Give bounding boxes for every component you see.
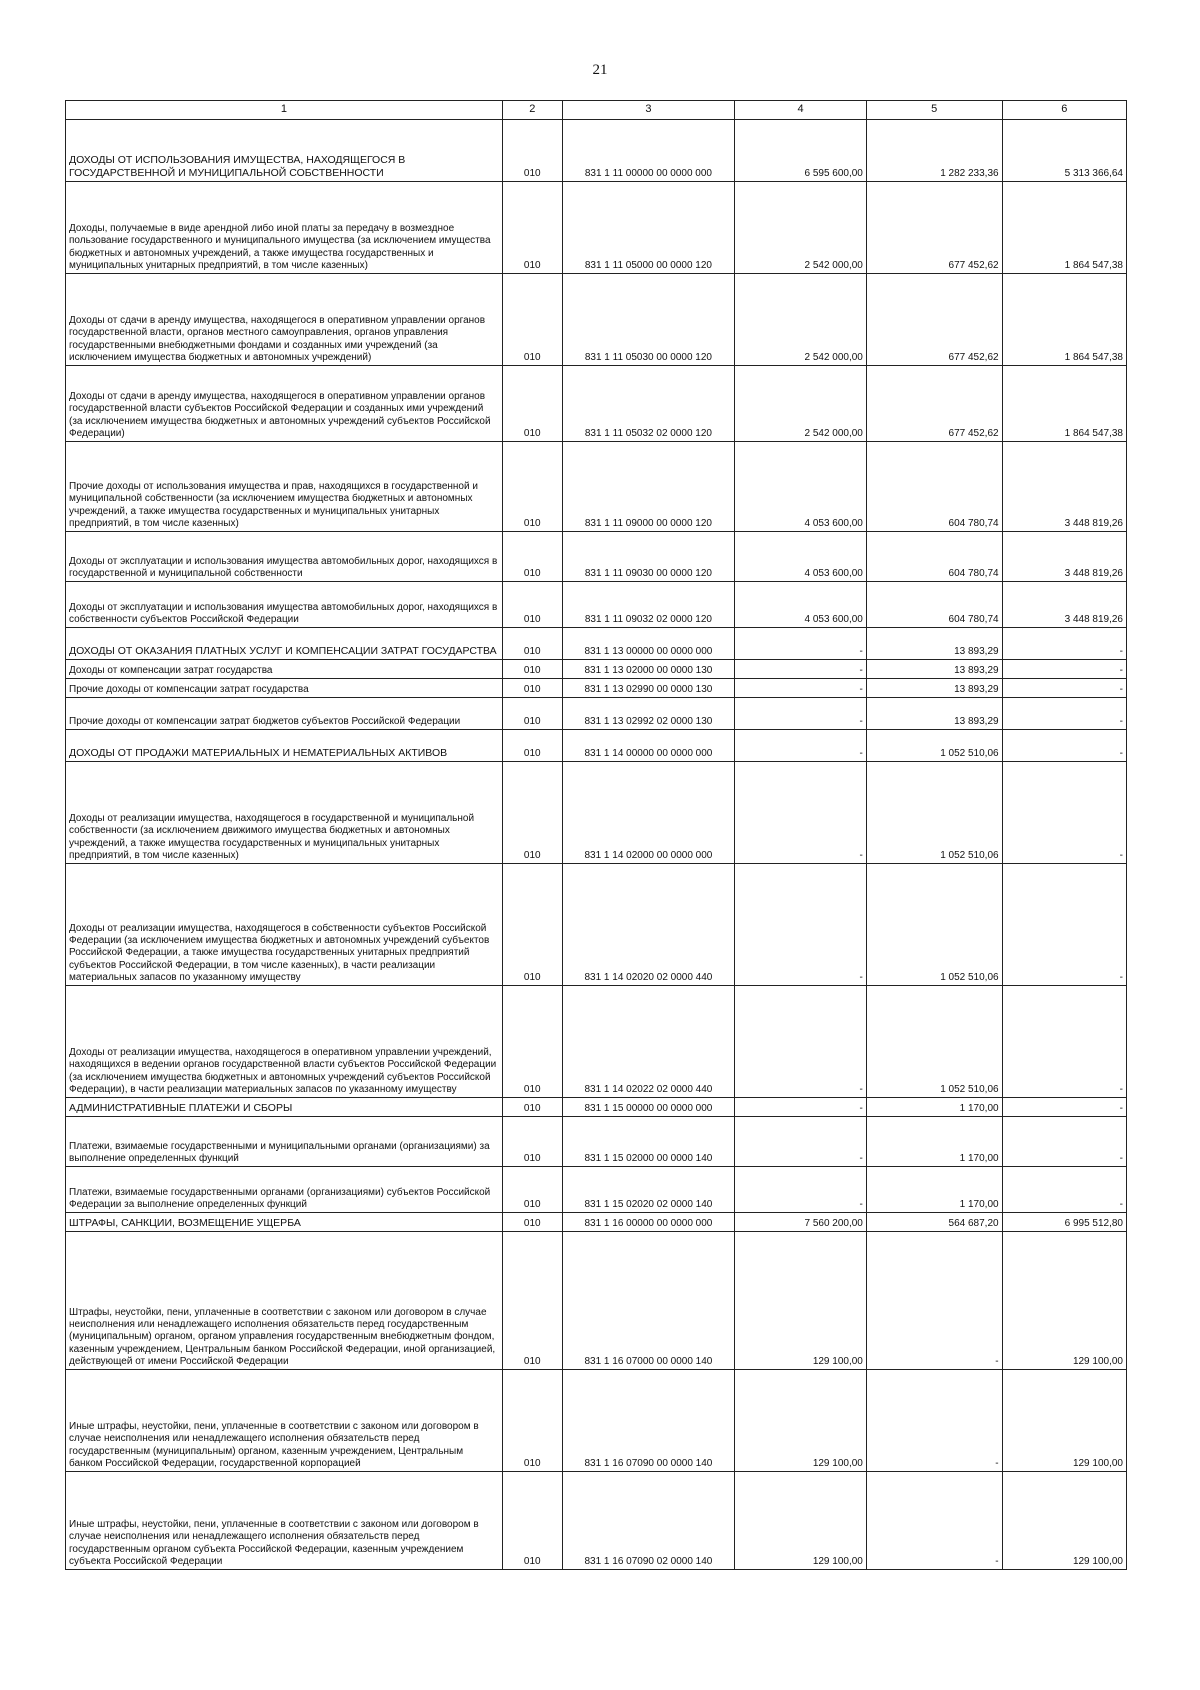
row-planned-amount: 4 053 600,00 [735,532,867,582]
row-line-code: 010 [502,679,562,698]
row-description: Штрафы, неустойки, пени, уплаченные в соответствии с законом или договором в случае неисполнения или ненадлежащего исполнения обязательств перед государственным (муниципальным) органом, органом управления государственным внебюджетным фондом, казенным учреждением, Центральным банком Российской Федерации, иной организацией, действующей от имени Российской Федерации [66,1232,503,1370]
row-budget-code: 831 1 11 09030 00 0000 120 [562,532,735,582]
row-executed-amount: - [866,1472,1002,1570]
row-executed-amount: 1 170,00 [866,1117,1002,1167]
row-budget-code: 831 1 11 09032 02 0000 120 [562,582,735,628]
row-executed-amount: 13 893,29 [866,660,1002,679]
table-row [66,698,1127,730]
row-budget-code: 831 1 15 02020 02 0000 140 [562,1167,735,1213]
row-budget-code: 831 1 15 00000 00 0000 000 [562,1098,735,1117]
row-line-code: 010 [502,366,562,442]
table-row [66,532,1127,582]
row-executed-amount: 1 282 233,36 [866,120,1002,182]
row-budget-code: 831 1 13 02990 00 0000 130 [562,679,735,698]
column-header: 6 [1002,101,1126,120]
row-planned-amount: - [735,1117,867,1167]
row-planned-amount: 4 053 600,00 [735,442,867,532]
row-planned-amount: 2 542 000,00 [735,366,867,442]
row-planned-amount: - [735,1098,867,1117]
row-description: Доходы от сдачи в аренду имущества, находящегося в оперативном управлении органов государственной власти субъектов Российской Федерации и созданных ими учреждений (за исключением имущества бюджетных и автономных учреждений субъектов Российской Федерации) [66,366,503,442]
row-line-code: 010 [502,730,562,762]
row-planned-amount: 4 053 600,00 [735,582,867,628]
row-budget-code: 831 1 11 05032 02 0000 120 [562,366,735,442]
row-description: Доходы от сдачи в аренду имущества, находящегося в оперативном управлении органов государственной власти, органов местного самоуправления, органов управления государственными внебюджетными фондами и созданных ими учреждений (за исключением имущества бюджетных и автономных учреждений) [66,274,503,366]
row-unexecuted-amount: - [1002,730,1126,762]
table-row [66,1098,1127,1117]
row-budget-code: 831 1 14 02000 00 0000 000 [562,762,735,864]
row-unexecuted-amount: - [1002,864,1126,986]
row-description: Иные штрафы, неустойки, пени, уплаченные в соответствии с законом или договором в случае неисполнения или ненадлежащего исполнения обязательств перед государственным (муниципальным) органом, казенным учреждением, Центральным банком Российской Федерации, государственной корпорацией [66,1370,503,1472]
row-budget-code: 831 1 14 00000 00 0000 000 [562,730,735,762]
row-budget-code: 831 1 16 07090 02 0000 140 [562,1472,735,1570]
row-description: ДОХОДЫ ОТ ИСПОЛЬЗОВАНИЯ ИМУЩЕСТВА, НАХОДЯЩЕГОСЯ В ГОСУДАРСТВЕННОЙ И МУНИЦИПАЛЬНОЙ СОБСТВЕННОСТИ [66,120,503,182]
row-description: Доходы от реализации имущества, находящегося в собственности субъектов Российской Федерации (за исключением имущества бюджетных и автономных учреждений субъектов Российской Федерации, а также имущества государственных унитарных предприятий субъектов Российской Федерации, в том числе казенных), в части реализации материальных запасов по указанному имуществу [66,864,503,986]
row-unexecuted-amount: 129 100,00 [1002,1370,1126,1472]
column-header: 4 [735,101,867,120]
row-unexecuted-amount: 5 313 366,64 [1002,120,1126,182]
table-row [66,120,1127,182]
row-description: Прочие доходы от компенсации затрат бюджетов субъектов Российской Федерации [66,698,503,730]
row-planned-amount: - [735,660,867,679]
row-planned-amount: - [735,1167,867,1213]
row-executed-amount: 677 452,62 [866,366,1002,442]
table-row [66,628,1127,660]
row-line-code: 010 [502,1213,562,1232]
table-row [66,986,1127,1098]
row-description: Доходы от компенсации затрат государства [66,660,503,679]
row-description: ДОХОДЫ ОТ ОКАЗАНИЯ ПЛАТНЫХ УСЛУГ И КОМПЕНСАЦИИ ЗАТРАТ ГОСУДАРСТВА [66,628,503,660]
row-planned-amount: - [735,628,867,660]
row-planned-amount: - [735,986,867,1098]
row-executed-amount: 13 893,29 [866,698,1002,730]
row-budget-code: 831 1 11 00000 00 0000 000 [562,120,735,182]
header-row [66,101,1127,120]
row-line-code: 010 [502,628,562,660]
row-executed-amount: 604 780,74 [866,582,1002,628]
row-executed-amount: - [866,1232,1002,1370]
row-executed-amount: 1 052 510,06 [866,864,1002,986]
row-line-code: 010 [502,1098,562,1117]
row-budget-code: 831 1 13 02992 02 0000 130 [562,698,735,730]
row-budget-code: 831 1 13 02000 00 0000 130 [562,660,735,679]
row-planned-amount: 129 100,00 [735,1370,867,1472]
table-row [66,182,1127,274]
row-executed-amount: 1 170,00 [866,1167,1002,1213]
row-description: Доходы от реализации имущества, находящегося в государственной и муниципальной собственности (за исключением движимого имущества бюджетных и автономных учреждений, а также имущества государственных и муниципальных унитарных предприятий, в том числе казенных) [66,762,503,864]
row-line-code: 010 [502,1472,562,1570]
row-budget-code: 831 1 11 05000 00 0000 120 [562,182,735,274]
row-executed-amount: 13 893,29 [866,628,1002,660]
row-executed-amount: 564 687,20 [866,1213,1002,1232]
row-line-code: 010 [502,1232,562,1370]
row-unexecuted-amount: - [1002,628,1126,660]
row-planned-amount: 2 542 000,00 [735,274,867,366]
table-row [66,762,1127,864]
row-planned-amount: - [735,864,867,986]
row-budget-code: 831 1 15 02000 00 0000 140 [562,1117,735,1167]
row-unexecuted-amount: 129 100,00 [1002,1232,1126,1370]
row-line-code: 010 [502,582,562,628]
row-line-code: 010 [502,442,562,532]
row-executed-amount: 677 452,62 [866,274,1002,366]
row-budget-code: 831 1 16 07090 00 0000 140 [562,1370,735,1472]
row-planned-amount: 129 100,00 [735,1232,867,1370]
table-row [66,1167,1127,1213]
row-description: ДОХОДЫ ОТ ПРОДАЖИ МАТЕРИАЛЬНЫХ И НЕМАТЕРИАЛЬНЫХ АКТИВОВ [66,730,503,762]
column-header: 2 [502,101,562,120]
row-unexecuted-amount: - [1002,986,1126,1098]
row-unexecuted-amount: 1 864 547,38 [1002,366,1126,442]
row-line-code: 010 [502,1167,562,1213]
row-line-code: 010 [502,698,562,730]
row-planned-amount: - [735,730,867,762]
table-row [66,1213,1127,1232]
row-unexecuted-amount: 6 995 512,80 [1002,1213,1126,1232]
row-line-code: 010 [502,762,562,864]
row-line-code: 010 [502,864,562,986]
table-row [66,730,1127,762]
row-executed-amount: 604 780,74 [866,442,1002,532]
row-executed-amount: 13 893,29 [866,679,1002,698]
column-header: 1 [66,101,503,120]
table-row [66,582,1127,628]
row-budget-code: 831 1 13 00000 00 0000 000 [562,628,735,660]
row-unexecuted-amount: 3 448 819,26 [1002,532,1126,582]
row-description: Доходы, получаемые в виде арендной либо иной платы за передачу в возмездное пользование государственного и муниципального имущества (за исключением имущества бюджетных и автономных учреждений, а также имущества государственных и муниципальных унитарных предприятий, в том числе казенных) [66,182,503,274]
table-row [66,1232,1127,1370]
row-description: АДМИНИСТРАТИВНЫЕ ПЛАТЕЖИ И СБОРЫ [66,1098,503,1117]
row-line-code: 010 [502,274,562,366]
row-line-code: 010 [502,986,562,1098]
row-description: Платежи, взимаемые государственными органами (организациями) субъектов Российской Федерации за выполнение определенных функций [66,1167,503,1213]
row-planned-amount: - [735,762,867,864]
table-row [66,442,1127,532]
table-row [66,864,1127,986]
table-row [66,1472,1127,1570]
row-description: Доходы от эксплуатации и использования имущества автомобильных дорог, находящихся в государственной и муниципальной собственности [66,532,503,582]
row-description: Доходы от эксплуатации и использования имущества автомобильных дорог, находящихся в собственности субъектов Российской Федерации [66,582,503,628]
row-executed-amount: 677 452,62 [866,182,1002,274]
row-description: Доходы от реализации имущества, находящегося в оперативном управлении учреждений, находящихся в ведении органов государственной власти субъектов Российской Федерации (за исключением имущества бюджетных и автономных учреждений субъектов Российской Федерации), в части реализации материальных запасов по указанному имуществу [66,986,503,1098]
row-description: Прочие доходы от компенсации затрат государства [66,679,503,698]
row-executed-amount: 1 052 510,06 [866,730,1002,762]
row-budget-code: 831 1 11 05030 00 0000 120 [562,274,735,366]
table-row [66,1370,1127,1472]
row-budget-code: 831 1 11 09000 00 0000 120 [562,442,735,532]
table-row [66,1117,1127,1167]
row-planned-amount: 6 595 600,00 [735,120,867,182]
row-planned-amount: 129 100,00 [735,1472,867,1570]
row-unexecuted-amount: - [1002,679,1126,698]
row-budget-code: 831 1 14 02020 02 0000 440 [562,864,735,986]
row-description: ШТРАФЫ, САНКЦИИ, ВОЗМЕЩЕНИЕ УЩЕРБА [66,1213,503,1232]
row-planned-amount: 7 560 200,00 [735,1213,867,1232]
table-row [66,679,1127,698]
row-line-code: 010 [502,1370,562,1472]
table-row [66,366,1127,442]
row-budget-code: 831 1 16 07000 00 0000 140 [562,1232,735,1370]
page-number: 21 [592,62,608,78]
column-header: 5 [866,101,1002,120]
row-line-code: 010 [502,532,562,582]
row-unexecuted-amount: - [1002,1167,1126,1213]
row-planned-amount: - [735,679,867,698]
table-row [66,274,1127,366]
row-description: Прочие доходы от использования имущества и прав, находящихся в государственной и муниципальной собственности (за исключением имущества бюджетных и автономных учреждений, а также имущества государственных и муниципальных унитарных предприятий, в том числе казенных) [66,442,503,532]
row-unexecuted-amount: 1 864 547,38 [1002,182,1126,274]
row-unexecuted-amount: 3 448 819,26 [1002,442,1126,532]
row-line-code: 010 [502,120,562,182]
row-executed-amount: - [866,1370,1002,1472]
row-unexecuted-amount: 1 864 547,38 [1002,274,1126,366]
row-budget-code: 831 1 14 02022 02 0000 440 [562,986,735,1098]
row-line-code: 010 [502,660,562,679]
row-unexecuted-amount: - [1002,1117,1126,1167]
row-executed-amount: 1 052 510,06 [866,986,1002,1098]
row-unexecuted-amount: 129 100,00 [1002,1472,1126,1570]
row-description: Платежи, взимаемые государственными и муниципальными органами (организациями) за выполнение определенных функций [66,1117,503,1167]
row-description: Иные штрафы, неустойки, пени, уплаченные в соответствии с законом или договором в случае неисполнения или ненадлежащего исполнения обязательств перед государственным органом субъекта Российской Федерации, казенным учреждением субъекта Российской Федерации [66,1472,503,1570]
row-line-code: 010 [502,182,562,274]
row-executed-amount: 604 780,74 [866,532,1002,582]
row-unexecuted-amount: - [1002,1098,1126,1117]
column-header: 3 [562,101,735,120]
row-budget-code: 831 1 16 00000 00 0000 000 [562,1213,735,1232]
row-unexecuted-amount: - [1002,698,1126,730]
row-unexecuted-amount: 3 448 819,26 [1002,582,1126,628]
row-planned-amount: 2 542 000,00 [735,182,867,274]
row-unexecuted-amount: - [1002,660,1126,679]
table-row [66,660,1127,679]
row-line-code: 010 [502,1117,562,1167]
row-executed-amount: 1 170,00 [866,1098,1002,1117]
row-executed-amount: 1 052 510,06 [866,762,1002,864]
row-planned-amount: - [735,698,867,730]
row-unexecuted-amount: - [1002,762,1126,864]
revenue-table [65,100,1127,1570]
